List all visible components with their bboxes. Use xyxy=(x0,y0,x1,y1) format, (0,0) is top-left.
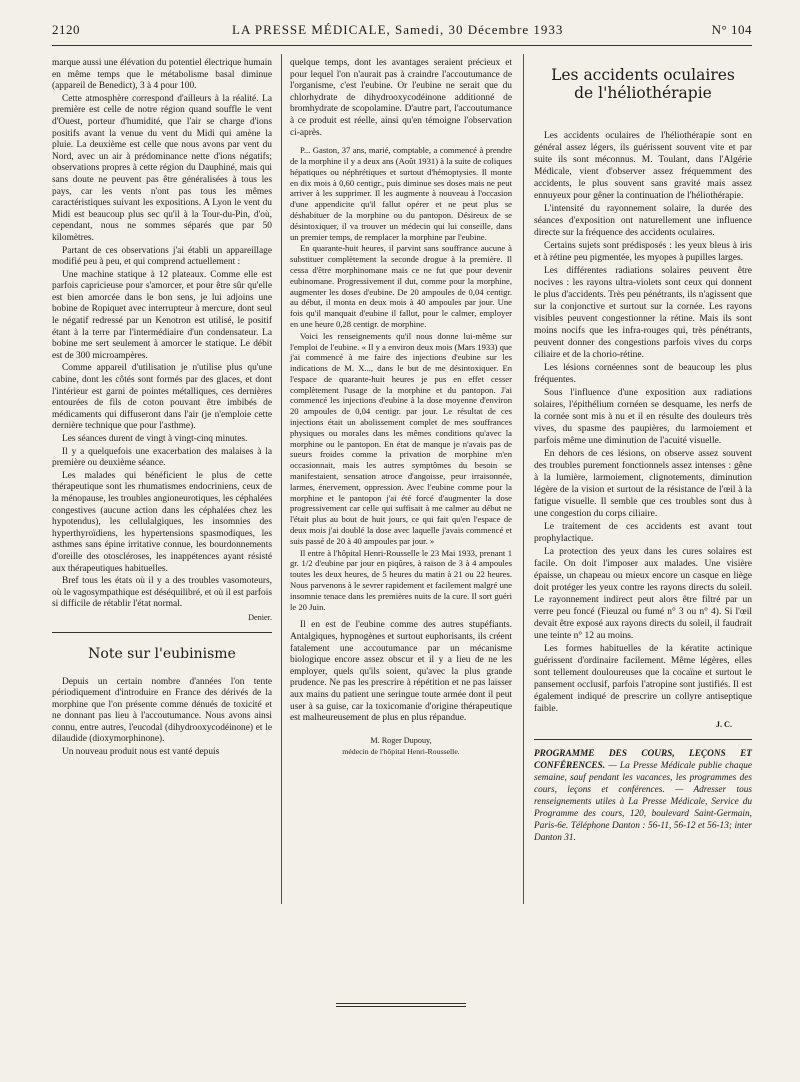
author-signature: J. C. xyxy=(715,720,732,729)
footer-rule xyxy=(336,1006,466,1007)
title-line: Les accidents oculaires xyxy=(551,66,735,84)
footer-rule xyxy=(336,1003,466,1004)
paragraph: L'intensité du rayonnement solaire, la durée des séances d'exposition ont naturellement une influence directe sur la fréquence des accidents oculaires. xyxy=(534,204,752,238)
page-number: 2120 xyxy=(52,22,80,37)
paragraph: Sous l'influence d'une exposition aux radiations solaires, l'épithélium cornéen se desquame, les nerfs de la cornée sont mis à nu et il en résulte des douleurs très vives, du spasme des paupières, du larmoiement et parfois même une diminution de l'acuité visuelle. xyxy=(534,388,752,446)
title-line: de l'héliothérapie xyxy=(574,84,712,102)
paragraph: Les malades qui bénéficient le plus de cette thérapeutique sont les rhumatismes endocriniens, ceux de la ménopause, les troubles angioneurotiques, les céphalées congestives (aucune action dans les céphalées chez les hypotendus), les cellulalgiques, les insomnies des hyperthyroïdiens, les hypertensions spasmodiques, les asthmes sans épine irritative connue, les bourdonnements d'oreille des otoscléroses, les inappétences ayant résisté aux thérapeutiques habituelles. xyxy=(52,470,272,574)
paragraph: Les formes habituelles de la kératite actinique guérissent d'ordinaire facilement. Même légères, elles sont tellement douloureuses que la cocaïne et surtout le pansement occlusif, parfois l'atropine sont justifiés. Il est également indiqué de prescrire un collyre antiseptique faible. xyxy=(534,644,752,714)
paragraph: En dehors de ces lésions, on observe assez souvent des troubles purement fonctionnels assez intenses : gêne à la lumière, larmoiement, clignotements, diminution légère de la vision et surtout de la résistance de l'œil à la fatigue visuelle. Il semble que ces troubles sont dus à une congestion du corps ciliaire. xyxy=(534,449,752,519)
case-paragraph: En quarante-huit heures, il parvint sans souffrance aucune à substituer complètement la seconde drogue à la première. Il cessa d'être morphinomane mais ce ne fut que pour devenir eubinomane. Progressivement il dut, comme pour la morphine, augmenter les doses d'eubine. De 20 ampoules de 0,04 centigr. au début, il monta en deux mois à 40 ampoules par jour. Une fois qu'il manquait d'eubine il fallut, pour le calmer, employer en une heure 0,28 centigr. de morphine. xyxy=(290,243,512,329)
article-title xyxy=(534,66,752,102)
column-2 xyxy=(290,58,512,758)
programme-notice xyxy=(534,748,752,844)
paragraph: Les accidents oculaires de l'héliothérapie sont en général assez légers, ils guérissent souvent vite et par suite ils sont méconnus. M. Toulant, dans l'Algérie Médicale, vient d'observer assez fréquemment des accidents, le plus souvent sans gravité mais assez ennuyeux pour gêner la continuation de l'héliothérapie. xyxy=(534,131,752,201)
header-rule xyxy=(52,45,752,46)
programme-heading: PROGRAMME DES COURS, LEÇONS ET CONFÉRENCES. xyxy=(534,749,752,771)
column-3 xyxy=(534,58,752,844)
author-name: M. Roger Dupouy, xyxy=(370,735,432,745)
paragraph: Les différentes radiations solaires peuvent être nocives : les rayons ultra-violets sont ceux qui donnent le plus d'accidents. Très peu pénétrants, ils n'agissent que sur la conjonctive et surtout sur la cornée. Les rayons visibles peuvent congestionner la rétine. Mais ils sont moins nocifs que les infra-rouges qui, très pénétrants, peuvent donner des congestions parfois vives du corps ciliaire et de la chorio-rétine. xyxy=(534,266,752,360)
paragraph: Cette atmosphère correspond d'ailleurs à la réalité. La première est celle de notre région quand souffle le vent d'Ouest, porteur d'humidité, que l'air se charge d'ions positifs avant la venue du vent du Midi qui amène la pluie. La deuxième est celle que nous avons par vent du Nord, avec un air à prédominance nette d'ions négatifs; observations propres à cette région du Dauphiné, mais qui sans doute ne peuvent pas être généralisées à tous les pays, car les vents n'ont pas tous les mêmes caractéristiques suivant les expositions. A Lyon le vent du Midi est beaucoup plus sec qu'il à la Tour-du-Pin, d'où, cependant, nous ne sommes séparés que par 50 kilomètres. xyxy=(52,93,272,243)
programme-text: — La Presse Médicale publie chaque semaine, sauf pendant les vacances, les programmes des cours, leçons et conférences. — Adresser tous renseignements utiles à La Presse Médicale, Service du Programme des cours, 120, boulevard Saint-Germain, Paris-6e. Téléphone Danton : 56-11, 56-12 et 56-13; inter Danton 31. xyxy=(534,761,752,843)
paragraph: Bref tous les états où il y a des troubles vasomoteurs, où le vagosympathique est déséquilibré, et où il est parfois si difficile de rétablir l'état normal. xyxy=(52,576,272,610)
journal-dateline xyxy=(232,22,563,38)
paragraph: Les séances durent de vingt à vingt-cinq minutes. xyxy=(62,434,248,444)
paragraph: Comme appareil d'utilisation je n'utilise plus qu'une cabine, dont les côtés sont formés par des glaces, et dont l'intérieur est garni de pointes métalliques, ces dernières entourées de fils de coton pouvant être imbibés de médicaments qui diffuseront dans l'air (je n'emploie cette dernière technique que pour l'asthme). xyxy=(52,363,272,432)
page-header xyxy=(52,22,752,42)
column-divider-2 xyxy=(523,54,524,904)
column-1 xyxy=(52,58,272,760)
paragraph: marque aussi une élévation du potentiel électrique humain en même temps que le métabolisme basal diminue (appareil de Benedict), 3 à 4 pour 100. xyxy=(52,58,272,92)
paragraph: Les lésions cornéennes sont de beaucoup les plus fréquentes. xyxy=(534,363,752,385)
paragraph: La protection des yeux dans les cures solaires est facile. On doit l'imposer aux malades. Une visière épaisse, un chapeau ou mieux encore un casque en liège doit protéger les yeux contre les rayons directs du soleil. Le rayonnement indirect peut alors être filtré par un verre peu foncé (Fieuzal ou fumé n° 3 ou n° 4). Si l'œil devait être exposé aux rayons directs du soleil, il faudrait une teinte n° 12 au moins. xyxy=(534,547,752,641)
journal-name: LA PRESSE MÉDICALE, xyxy=(232,22,391,37)
paragraph: Une machine statique à 12 plateaux. Comme elle est parfois capricieuse pour s'amorcer, et pour être sûr qu'elle est bien amorcée dans le bon sens, je lui adjoins une bobine de Ropiquet avec interrupteur à mercure, dont seul le négatif redressé par un Kenotron est utilisé, le positif étant à la terre par l'intermédiaire d'un condensateur. La bobine me sert seulement à amorcer le statique. Le débit est de 300 microampères. xyxy=(52,269,272,361)
paragraph: Certains sujets sont prédisposés : les yeux bleus à iris et à rétine peu pigmentée, les myopes à pupilles larges. xyxy=(534,241,752,263)
section-rule xyxy=(52,632,272,633)
issue-number: N° 104 xyxy=(711,22,752,37)
section-rule xyxy=(534,739,752,740)
case-paragraph: Il entre à l'hôpital Henri-Rousselle le 23 Mai 1933, prenant 1 gr. 1/2 d'eubine par jour en piqûres, à raison de 3 à 4 ampoules toutes les deux heures, de 5 heures du matin à 21 ou 22 heures. Nous parvenons à le sevrer rapidement et facilement malgré une insomnie tenace dans les premières nuits de la cure. Il sort guéri le 20 Juin. xyxy=(290,547,512,612)
paragraph: Il y a quelquefois une exacerbation des malaises à la première ou deuxième séance. xyxy=(52,446,272,469)
case-paragraph: P... Gaston, 37 ans, marié, comptable, a commencé à prendre de la morphine il y a deux ans (Août 1931) à la suite de coliques hépatiques ou néphrétiques et surtout d'hémoptysies. Il monte en dix mois à 0,60 centigr., puis diminue ses doses mais ne peut arriver à les supprimer. Il les augmente à nouveau à l'occasion d'une appendicite qu'il fallut opérer et ne peut plus se déshabituer de la morphine ou du pantopon. Désireux de se désintoxiquer, il va trouver un médecin qui lui conseille, dans un premier temps, de remplacer la morphine par l'eubine. xyxy=(290,145,512,242)
author-signature: Denier. xyxy=(248,612,272,622)
case-paragraph: Voici les renseignements qu'il nous donne lui-même sur l'emploi de l'eubine. « Il y a environ deux mois (Mars 1933) que j'ai commencé à me faire des injections d'eubine sur les indications de M. X..., dans le but de me désintoxiquer. En l'espace de quarante-huit heures je pus en effet cesser complètement l'usage de la morphine et du pantopon. J'ai commencé les injections d'eubine à la dose moyenne d'environ 20 ampoules de 0,04 centigr. par jour. Le résultat de ces injections était un abolissement complet de mes souffrances physiques ou morales dans les mêmes conditions qu'avec la morphine ou le pantopon. En état de manque je n'avais pas de sueurs froides comme la privation de morphine m'en occasionnait, mais les autres symptômes du besoin se manifestaient, sensation atroce d'angoisse, peur irraisonnée, larmes, énervement, oppression. Avec l'eubine comme pour la morphine et le pantopon j'ai été forcé d'augmenter la dose progressivement car celle qui suffisait à me calmer au début ne l'était plus au bout de huit jours, ce qui fait qu'en l'espace de deux mois j'ai doublé la dose avec laquelle j'avais commencé et suis passé de 20 à 40 ampoules par jour. » xyxy=(290,330,512,546)
author-affiliation: médecin de l'hôpital Henri-Rousselle. xyxy=(342,747,460,757)
paragraph: Depuis un certain nombre d'années l'on tente périodiquement d'introduire en France des dérivés de la morphine que l'on présente comme dénués de toxicité et ne donnant pas lieu à l'accoutumance. Nous avons ainsi connu, entre autres, l'eucodal (dihydrooxycodéinone) et le dilaudide (dioxymorphinone). xyxy=(52,676,272,745)
paragraph: Il en est de l'eubine comme des autres stupéfiants. Antalgiques, hypnogènes et surtout euphorisants, ils créent fatalement une accoutumance par un mécanisme biologique encore assez obscur et il y a lieu de ne les employer, quels qu'ils soient, qu'avec la plus grande prudence. Ne pas les prescrire à répétition et ne pas laisser aux mains du patient une seringue toute armée dont il peut user à sa guise, car la toxicomanie d'origine thérapeutique est malheureusement de plus en plus répandue. xyxy=(290,620,512,724)
paragraph: Partant de ces observations j'ai établi un appareillage modifié peu à peu, et qui comprend actuellement : xyxy=(52,245,272,268)
paragraph: Le traitement de ces accidents est avant tout prophylactique. xyxy=(534,522,752,544)
article-title: Note sur l'eubinisme xyxy=(88,645,236,662)
column-divider-1 xyxy=(281,54,282,904)
paragraph: quelque temps, dont les avantages seraient précieux et pour lequel l'on n'aurait pas à craindre l'accoutumance de l'organisme, c'est l'eubine. Or l'eubine ne serait que du chlorhydrate de dihydrooxycodéinone additionné de bromhydrate de scopolamine. D'autre part, l'accoutumance à ce produit est réelle, ainsi qu'en témoigne l'observation ci-après. xyxy=(290,58,512,138)
paragraph: Un nouveau produit nous est vanté depuis xyxy=(62,747,220,758)
issue-date: Samedi, 30 Décembre 1933 xyxy=(395,22,564,37)
